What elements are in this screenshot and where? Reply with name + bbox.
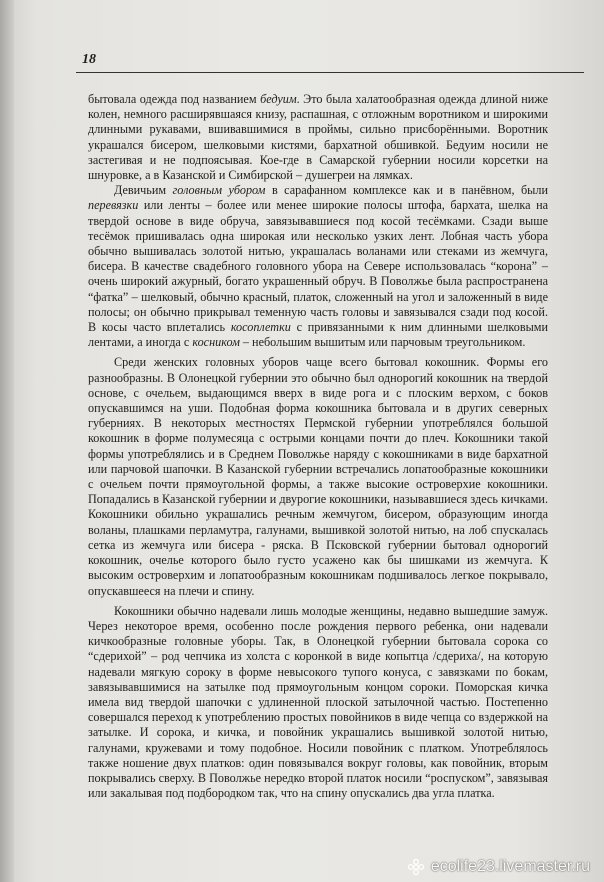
italic-term: перевязки [88,198,139,213]
header-rule [76,72,584,73]
paragraph [88,604,548,802]
italic-term: бедуим [260,92,297,106]
italic-term: косоплетки [230,320,291,335]
text-run: – небольшим вышитым или парчовым треугольником. [239,335,526,350]
page-number: 18 [82,52,96,67]
body-text [88,92,548,801]
text-run: Кокошники обычно надевали лишь молодые женщины, недавно вышедшие замуж. Через некоторое время, особенно после рождения первого ребенка, они надевали кичкообразные головные уборы. Так, в Олонецкой губернии бытовала сорока со “сдерихой” – род чепчика из холста с коронкой в виде копытца /сдериха/, на которую надевали мягкую сороку в форме невысокого тупого конуса, с завязками по бокам, завязывавшимися на затылке под прямоугольным концом сороки. Поморская кичка имела вид твердой шапочки с удлиненной плоской затылочной частью. Постепенно совершался переход к употреблению простых повойников в виде чепца со вздержкой на затылке. И сорока, и кичка, и повойник украшались вышивкой золотой нитью, галунами, кружевами и тому подобное. Носили повойник с платком. Употреблялось также ношение двух платков: один повязывался вокруг головы, как повойник, вторым покрывались сверху. В Поволжье нередко второй платок носили “роспуском”, завязывая или закалывая под подбородком так, что на спину опускались два угла платка. [88,603,548,801]
text-run: в сарафанном комплексе как и в панёвном, были [265,183,548,198]
paragraph [88,183,548,350]
page-binding-edge [0,0,14,882]
text-run: бытовала одежда под названием [88,92,261,106]
paragraph [88,355,548,598]
text-run: с привязанными к ним длинными шелковыми лентами, а иногда с [88,320,549,350]
text-run: Девичьим [114,183,173,198]
text-run: . Это была халатообразная одежда длиной ниже колен, немного расширявшаяся книзу, распашная, с отложным воротником и широкими длинными рукавами, вшивавшимися в проймы, сильно присборёнными. Воротник украшался бисером, шелковыми кистями, бархатной обшивкой. Бедуим носили не застегивая и не подпоясывая. Кое-где в Самарской губернии носили корсетки на шнуровке, а в Казанской и Симбирской – душегреи на лямках. [88,92,548,183]
watermark [407,858,590,876]
text-run: или ленты – более или менее широкие полосы штофа, бархата, шелка на твердой основе в виде обруча, завязывавшиеся под косой тесёмками. Сзади выше тесёмок пришивалась одна широкая или несколько узких лент. Лобная часть убора обычно вышивалась золотой нитью, украшалась воланами или стеками из жемчуга, бисера. В качестве свадебного головного убора на Севере использовалась “корона” – очень широкий ажурный, богато украшенный обруч. В Поволжье была распространена “фатка” – шелковый, обычно красный, платок, сложенный на угол и заложенный в виде полосы; он обычно прикрывал теменную часть головы и завязывался сзади под косой. В косы часто вплетались [88,198,548,335]
italic-term: головным убором [172,183,266,198]
watermark-text: ecolife23.livemaster.ru [430,858,590,875]
italic-term: косником [192,335,240,350]
flower-icon [407,858,425,876]
text-run: Среди женских головных уборов чаще всего бытовал кокошник. Формы его разнообразны. В Олонецкой губернии это обычно был однорогий кокошник на твердой основе, с очельем, выдающимся вверх в виде рога и с плоским верхом, с боков опускавшимся на уши. Подобная форма кокошника бытовала и в других северных губерниях. В некоторых местностях Пермской губернии употреблялся большой кокошник в форме полумесяца с острыми концами почти до плеч. Кокошники такой формы употреблялись и в Среднем Поволжье наряду с кокошниками в виде бархатной или парчовой шапочки. В Казанской губернии встречались лопатообразные кокошники с очельем почти прямоугольной формы, а также высокие островерхие кокошники. Попадались в Казанской губернии и двурогие кокошники, называвшиеся здесь кичками. Кокошники обильно украшались речным жемчугом, бисером, образующим иногда воланы, плашками перламутра, галунами, вышивкой золотой нитью, на лоб спускалась сетка из жемчуга или бисера - ряска. В Псковской губернии бытовал однорогий кокошник, очелье которого было густо усажено как бы шишками из жемчуга. К высоким островерхим и лопатообразным кокошникам подшивалось легкое покрывало, опускавшееся на плечи и спину. [88,355,548,598]
paragraph [88,92,548,183]
